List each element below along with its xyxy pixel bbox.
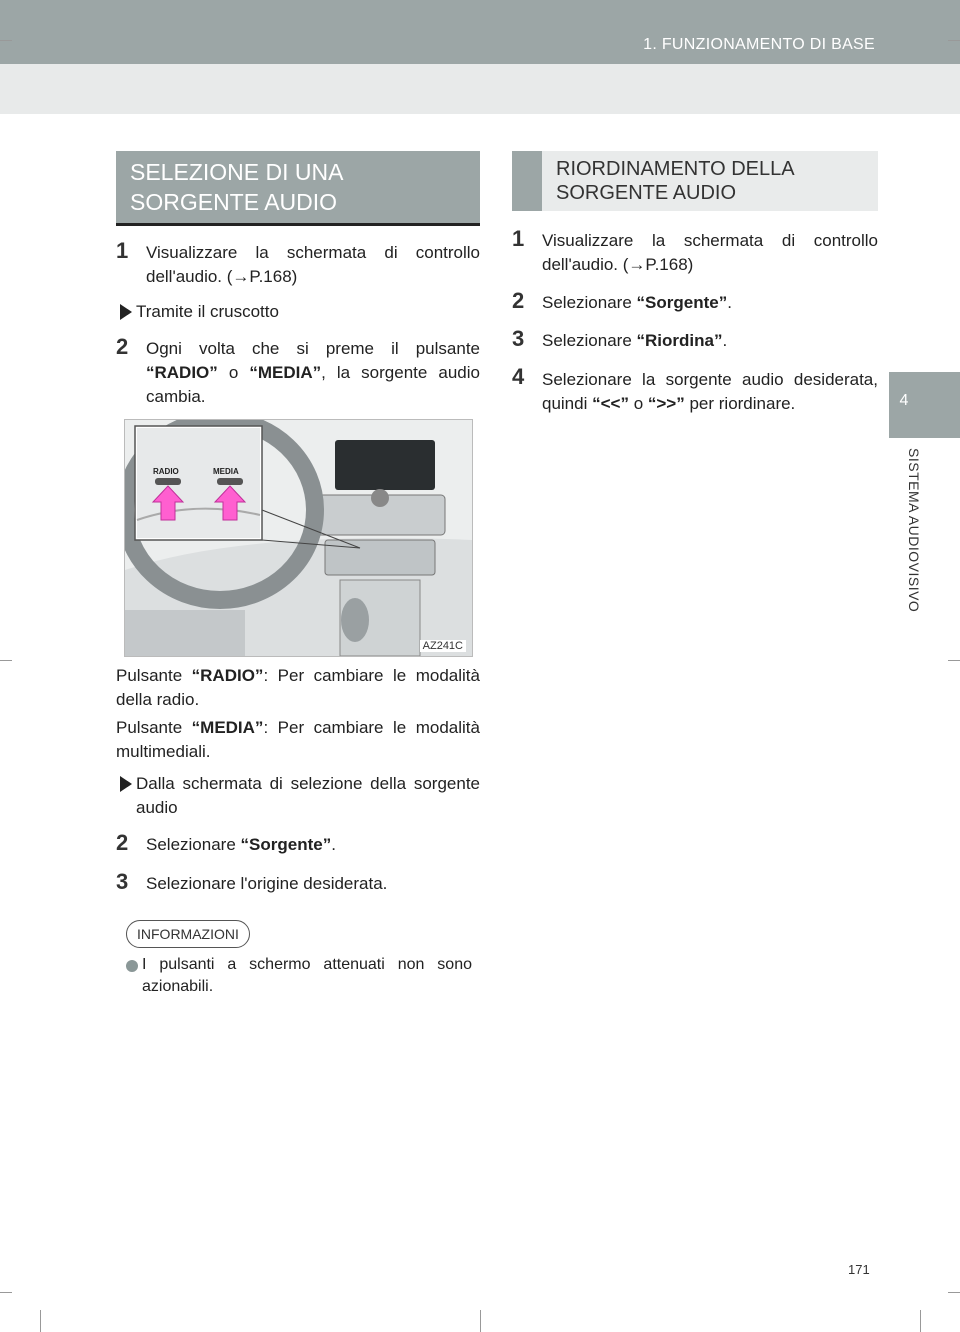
step-text: Ogni volta che si preme il pulsante “RADIO” o “MEDIA”, la sorgente audio cambia. (146, 339, 480, 406)
crop-mark (948, 40, 960, 41)
crop-mark (40, 1310, 41, 1332)
step-text: Selezionare “Riordina”. (542, 331, 728, 350)
step-text: Visualizzare la schermata di controllo dell'audio. (→P.168) (542, 231, 878, 274)
heading-line: SORGENTE AUDIO (556, 182, 737, 204)
dashboard-illustration (124, 419, 473, 657)
triangle-bullet-icon (120, 776, 132, 792)
radio-description: Pulsante “RADIO”: Per cambiare le modalità della radio. (116, 666, 480, 709)
step-number: 4 (512, 364, 525, 389)
step-number: 2 (116, 334, 129, 359)
step-text: Selezionare “Sorgente”. (542, 293, 732, 312)
section-heading-left (116, 151, 480, 226)
media-description: Pulsante “MEDIA”: Per cambiare le modalità multimediali. (116, 718, 480, 761)
dashboard-drawing (125, 420, 472, 656)
step-text: Visualizzare la schermata di controllo dell'audio. (→P.168) (146, 243, 480, 286)
triangle-bullet-icon (120, 304, 132, 320)
step-number: 2 (116, 830, 129, 855)
page-number: 171 (848, 1262, 870, 1277)
bullet-dot-icon (126, 960, 138, 972)
chapter-side-label: SISTEMA AUDIOVISIVO (906, 448, 922, 613)
crop-mark (920, 1310, 921, 1332)
step-text: Selezionare la sorgente audio desiderata, quindi “<<” o “>>” per riordinare. (542, 370, 878, 413)
arrow-icon: → (232, 267, 250, 286)
sub-heading: Tramite il cruscotto (136, 302, 279, 321)
heading-line: SORGENTE AUDIO (130, 189, 338, 215)
crop-mark (480, 1310, 481, 1332)
info-text: I pulsanti a schermo attenuati non sono azionabili. (142, 956, 472, 995)
step-number: 2 (512, 288, 525, 313)
heading-bar (512, 151, 542, 211)
heading-line: RIORDINAMENTO DELLA (556, 158, 795, 180)
arrow-icon: → (628, 255, 646, 274)
media-button-label: MEDIA (213, 467, 239, 476)
info-label: INFORMAZIONI (126, 920, 250, 948)
heading-line: SELEZIONE DI UNA (130, 159, 344, 185)
radio-button-label: RADIO (153, 467, 179, 476)
crop-mark (0, 1292, 12, 1293)
chapter-number: 4 (899, 392, 909, 409)
step-number: 1 (512, 226, 525, 251)
header-strip (0, 64, 960, 114)
figure-code: AZ241C (420, 640, 466, 652)
step-text: Selezionare “Sorgente”. (146, 835, 336, 854)
crop-mark (948, 660, 960, 661)
step-number: 3 (512, 326, 525, 351)
sub-heading: Dalla schermata di selezione della sorgente audio (136, 774, 480, 817)
step-number: 3 (116, 869, 129, 894)
crop-mark (0, 660, 12, 661)
crop-mark (0, 40, 12, 41)
crop-mark (948, 1292, 960, 1293)
step-number: 1 (116, 238, 129, 263)
step-text: Selezionare l'origine desiderata. (146, 874, 388, 893)
header-bar (0, 0, 960, 64)
chapter-title: 1. FUNZIONAMENTO DI BASE (643, 36, 875, 53)
section-heading-right (512, 151, 878, 211)
chapter-tab (889, 372, 960, 438)
